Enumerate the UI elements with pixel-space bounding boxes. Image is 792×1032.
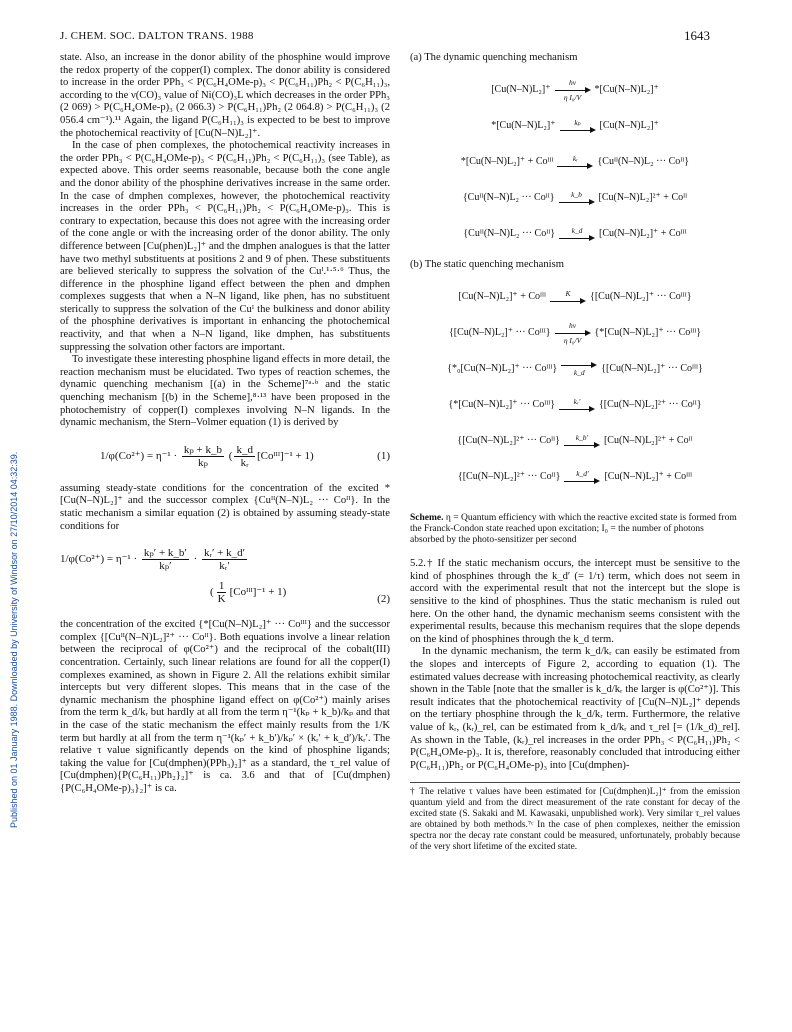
left-column (60, 52, 390, 796)
reaction-product: {*[Cu(N–N)L₂]⁺ ··· Coᴵᴵᴵ} (594, 326, 702, 338)
eq1-frac1-top: kₚ + k_b (183, 443, 223, 456)
rate-constant-label: kᵣ (572, 154, 579, 164)
reaction-reactant: {[Cu(N–N)L₂]²⁺ ··· Coᴵᴵ} (457, 434, 560, 446)
reaction-arrow-icon (564, 434, 600, 449)
eq1-frac1-bottom: kₚ (198, 456, 208, 469)
scheme-reaction (410, 315, 740, 351)
scheme-reaction (410, 279, 740, 315)
reaction-arrow-icon (560, 119, 596, 134)
eq2-dot: · (193, 553, 198, 566)
reaction-arrow-icon (559, 227, 595, 242)
reaction-reactant: {[Cu(N–N)L₂]²⁺ ··· Coᴵᴵ} (457, 470, 561, 482)
reaction-reactant: {*[Cu(N–N)L₂]⁺ ··· Coᴵᴵᴵ} (448, 398, 555, 410)
scheme-reaction (410, 109, 740, 145)
reaction-product: {[Cu(N–N)L₂]²⁺ ··· Coᴵᴵ} (599, 398, 702, 410)
scheme-caption-label: Scheme. (410, 513, 444, 524)
reaction-product: {[Cu(N–N)L₂]⁺ ··· Coᴵᴵᴵ} (601, 362, 703, 374)
reaction-product: [Cu(N–N)L₂]²⁺ + Coᴵᴵ (598, 192, 688, 204)
reaction-arrow-icon (555, 79, 591, 102)
download-watermark-text[interactable]: Published on 01 January 1988. Downloaded by University of Windsor on 27/10/2014 04:32:39. (9, 451, 19, 828)
scheme-b-reactions (410, 279, 740, 495)
reaction-product: [Cu(N–N)L₂]⁺ (599, 120, 659, 132)
reaction-arrow-icon (561, 362, 597, 377)
reaction-arrow-icon (559, 191, 595, 206)
paragraph: In the dynamic mechanism, the term k_d/kᵣ can easily be estimated from the slopes and intercepts of Figure 2, according to equation (1). The estimated values decrease with increasing photochemical reactivity, as clearly shown in the Table [note that the smaller is k_d/kᵣ the larger is φ(Co²⁺)]. This result indicates that the photochemical reactivity of [Cu(N–N)L₂]⁺ depends on the tertiary phosphine through the k_d/kᵣ term. Furthermore, the relative value of kᵣ, (kᵣ)_rel, can be estimated from k_d/kᵣ and τ_rel [= (1/k_d)_rel]. As shown in the Table, (kᵣ)_rel increases in the order PPh₃ < P(C₆H₁₁)Ph₂ < P(C₆H₄OMe-p)₃. It is, therefore, reasonably concluded that introducing either P(C₆H₁₁)Ph₂ or P(C₆H₄OMe-p)₃ into [Cu(dmphen)- (410, 646, 740, 771)
paragraph: assuming steady-state conditions for the concentration of the excited *[Cu(N–N)L₂]⁺ and the successor complex {Cuᴵᴵ(N–N)L₂ ··· Coᴵᴵ}. In the static mechanism a similar equation (2) is obtained by assuming steady-state conditions for (60, 482, 390, 532)
scheme-reaction (410, 145, 740, 181)
rate-constant-label: kₚ (574, 118, 581, 128)
paragraph: the concentration of the excited {*[Cu(N–N)L₂]⁺ ··· Coᴵᴵᴵ} and the successor complex {[Cuᴵᴵ(N–N)L₂]²⁺ ··· Coᴵᴵ}. Both equations involve a linear relation between the reciprocal of φ(Co²⁺) and the reciprocal of the cobalt(III) concentration. Certainly, such linear relations are found for all the copper(I) complexes examined, as shown in Figure 2. All the relations exhibit similar intercepts but very different slopes. This means that in the case of the dynamic mechanism the phosphine ligand effect on φ(Co²⁺) mainly arises from the term k_d/kᵣ but hardly at all from the term η⁻¹(kₚ + k_b)/kₚ and that in the case of the static mechanism the effect mainly results from the 1/K term but hardly at all from the term η⁻¹(kₚ′ + k_b′)/kₚ′ × (kᵣ′ + k_d′)/kᵣ′. The relative τ value significantly depends on the kind of phosphine ligands; taking the value for [Cu(dmphen)(PPh₃)₂]⁺ as a standard, the τ_rel value of [Cu(dmphen){P(C₆H₁₁)Ph₂}₂]⁺ is ca. 3.6 and that of [Cu(dmphen){P(C₆H₄OMe-p)₃}₂]⁺ is ca. (60, 619, 390, 794)
eq2-fraction (202, 547, 247, 572)
footnote: † The relative τ values have been estimated for [Cu(dmphen)L₂]⁺ from the emission quantum yield and from the direct measurement of the rate constant for decay of the excited state (S. Sakaki and M. Kawasaki, unpublished work). Very similar τ_rel values are obtained by both methods.⁷ᶜ In the case of phen complexes, neither the emission spectra nor the decay rate constant could be measured, unfortunately, probably because of the very short lifetime of the excited state. (410, 782, 740, 853)
rate-constant-label: k_d′ (576, 468, 589, 478)
right-column (410, 52, 740, 853)
scheme-reaction (410, 387, 740, 423)
rate-constant-label: kᵣ′ (573, 396, 581, 406)
reaction-product: [Cu(N–N)L₂]²⁺ + Coᴵᴵ (603, 434, 693, 446)
reaction-product: *[Cu(N–N)L₂]⁺ (594, 84, 659, 96)
page-number: 1643 (684, 28, 710, 43)
eq2-frac1-bottom: kₚ′ (159, 560, 172, 573)
equation-number: (1) (377, 450, 390, 463)
rate-constant-label: k_b′ (575, 432, 589, 442)
reaction-reactant: *[Cu(N–N)L₂]⁺ (491, 120, 556, 132)
paragraph: state. Also, an increase in the donor ability of the phosphine would improve the redox property of the copper(I) complex. The donor ability is considered to increase in the order PPh₃ < P(C₆H₄OMe-p)₃ < P(C₆H₁₁)Ph₂ < P(C₆H₁₁)₃, according to the ν(CO)₃ value of Ni(CO)₃L which decreases in the order PPh₃ (2 069) > P(C₆H₄OMe-p)₃ (2 066.3) > P(C₆H₁₁)Ph₂ (2 064.8) > P(C₆H₁₁)₃ (2 056.4 cm⁻¹).¹¹ Again, the ligand P(C₆H₁₁)₃ is expected to be best to improve the photochemical reactivity of [Cu(N–N)L₂]⁺. (60, 52, 390, 139)
rate-constant-label: k_d (573, 367, 585, 377)
eq1-lhs: 1/φ(Co²⁺) = η⁻¹ · (100, 449, 178, 462)
eq2-fraction (142, 547, 189, 572)
reaction-product: [Cu(N–N)L₂]⁺ + Coᴵᴵᴵ (599, 228, 687, 240)
scheme-caption (410, 509, 740, 546)
reaction-arrow-icon (555, 322, 591, 345)
eq1-frac2-top: k_d (236, 443, 253, 456)
scheme-a-reactions (410, 73, 740, 253)
eq2-frac1-top: kₚ′ + k_b′ (143, 547, 187, 560)
reaction-reactant: {*₀[Cu(N–N)L₂]⁺ ··· Coᴵᴵᴵ} (447, 362, 558, 374)
eq1-fraction (182, 444, 224, 469)
paragraph: 5.2.† If the static mechanism occurs, the intercept must be sensitive to the kind of phosphines through the k_d′ (= 1/τ) term, which does not seem in accord with the experimental result that not the intercept but the slope is sensitive to the kind of phosphines. Thus the static mechanism is ruled out here. On the other hand, the dynamic mechanism seems consistent with the experimental results, because this mechanism requires that the slope depends on the kind of phosphines through the k_d term. (410, 558, 740, 645)
download-watermark (6, 210, 22, 830)
eq2-frac3-bottom: K (217, 593, 226, 606)
reaction-reactant: {[Cu(N–N)L₂]⁺ ··· Coᴵᴵᴵ} (448, 326, 551, 338)
reaction-arrow-icon (550, 290, 586, 305)
eq1-fraction (234, 444, 255, 469)
right-body-text (410, 558, 740, 772)
reaction-arrow-icon (564, 470, 600, 485)
equation-2 (60, 547, 390, 605)
rate-constant-label: K (565, 288, 571, 298)
scheme-reaction (410, 423, 740, 459)
eq2-tail: [Coᴵᴵᴵ]⁻¹ + 1) (229, 586, 287, 599)
eq2-frac3-top: 1 (218, 580, 225, 593)
reaction-reactant: [Cu(N–N)L₂]⁺ (491, 84, 551, 96)
scheme-reaction (410, 73, 740, 109)
reaction-reactant: [Cu(N–N)L₂]⁺ + Coᴵᴵᴵ (458, 290, 547, 302)
reaction-reactant: {Cuᴵᴵ(N–N)L₂ ··· Coᴵᴵ} (462, 192, 555, 204)
reaction-reactant: {Cuᴵᴵ(N–N)L₂ ··· Coᴵᴵ} (463, 228, 555, 240)
rate-constant-label: η I₀/V (563, 93, 582, 103)
eq2-lhs: 1/φ(Co²⁺) = η⁻¹ · (60, 553, 138, 566)
paragraph: In the case of phen complexes, the photochemical reactivity increases in the order PPh₃ < P(C₆H₄OMe-p)₃ < P(C₆H₁₁)Ph₂ < P(C₆H₁₁)₃ (see Table), as expected above. This order seems reasonable, because both the cone angle and the donor ability of the phosphine derivatives increase in the same order. In the case of dmphen complexes, however, the photochemical reactivity increases in the order PPh₃ < P(C₆H₁₁)Ph₂ < P(C₆H₄OMe-p)₃. This is contrary to expectation, because this does not agree with the increasing order of the cone angle or with the increasing order of the donor ability. The only difference between [Cu(phen)L₂]⁺ and the dmphen analogues is that the latter have two methyl substituents at positions 2 and 9 of phen. These substituents are believed sterically to suppress the solvation of the Cuᴵ.¹·⁵·⁶ Thus, the difference in the phosphine ligand effect between the phen and dmphen complexes suggests that when a N–N ligand, like phen, has no substituent sterically to suppress the solvation of the Cuᴵ the bulkiness and donor ability of the phosphine derivatives is important in enhancing the photochemical reactivity, and that when a N–N ligand, like dmphen, has substituents suppressing the solvation other factors are important. (60, 140, 390, 353)
eq1-paren: ( (228, 449, 233, 462)
scheme-reaction (410, 181, 740, 217)
eq1-tail: [Coᴵᴵᴵ]⁻¹ + 1) (256, 449, 314, 462)
scheme-reaction (410, 459, 740, 495)
rate-constant-label: k_d (571, 226, 583, 236)
scheme-reaction (410, 351, 740, 387)
reaction-arrow-icon (559, 398, 595, 413)
reaction-product: {Cuᴵᴵ(N–N)L₂ ··· Coᴵᴵ} (597, 156, 690, 168)
eq1-frac2-bottom: kᵣ (240, 456, 249, 469)
scheme-reaction (410, 217, 740, 253)
reaction-scheme (410, 52, 740, 546)
equation-number: (2) (377, 592, 390, 605)
scheme-b-heading: (b) The static quenching mechanism (410, 258, 564, 270)
equation-1 (60, 444, 390, 469)
running-header: J. CHEM. SOC. DALTON TRANS. 1988 (60, 30, 254, 42)
eq2-frac2-top: kᵣ′ + k_d′ (204, 547, 246, 560)
reaction-reactant: *[Cu(N–N)L₂]⁺ + Coᴵᴵᴵ (460, 156, 554, 168)
eq2-fraction (216, 580, 228, 605)
paragraph: To investigate these interesting phosphine ligand effects in more detail, the reaction mechanism must be elucidated. Two types of reaction schemes, the dynamic quenching mechanism [(a) in the Scheme]⁷ᵃ·ᵇ and the static quenching mechanism [(b) in the Scheme],⁸·¹³ have been proposed in the photochemistry of copper(I) complexes involving N–N ligands. In the dynamic mechanism, the Stern–Volmer equation (1) is derived by (60, 354, 390, 429)
rate-constant-label: k_b (571, 190, 582, 200)
reaction-product: {[Cu(N–N)L₂]⁺ ··· Coᴵᴵᴵ} (590, 290, 692, 302)
reaction-arrow-icon (557, 155, 593, 170)
scheme-a-heading: (a) The dynamic quenching mechanism (410, 52, 578, 63)
rate-constant-label: hν (568, 320, 577, 330)
rate-constant-label: η I₀/V (563, 335, 582, 345)
rate-constant-label: hν (568, 78, 577, 88)
eq2-frac2-bottom: kᵣ′ (219, 560, 230, 573)
reaction-product: [Cu(N–N)L₂]⁺ + Coᴵᴵᴵ (604, 470, 693, 482)
scheme-caption-text: η = Quantum efficiency with which the reactive excited state is formed from the Franck-Condon state reached upon excitation; I₀ = the number of photons absorbed by the photo-sensitizer per second (410, 513, 737, 546)
eq2-paren: ( (210, 586, 214, 599)
